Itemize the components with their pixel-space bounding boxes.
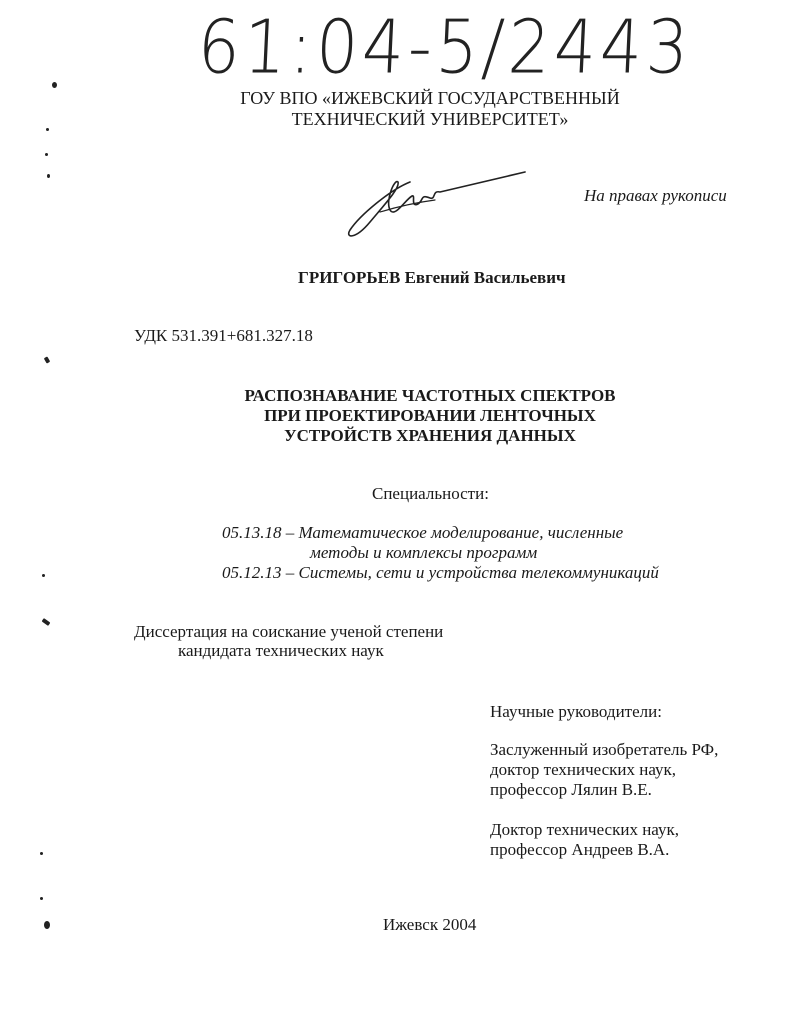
scan-speck <box>42 574 45 577</box>
library-stamp-number: 61:04-5/2443 <box>195 4 695 91</box>
title-line-1: РАСПОЗНАВАНИЕ ЧАСТОТНЫХ СПЕКТРОВ <box>244 386 616 405</box>
specialty-1-line-1: 05.13.18 – Математическое моделирование, численные <box>222 523 624 542</box>
scan-speck <box>40 852 43 855</box>
institution-line-1: ГОУ ВПО «ИЖЕВСКИЙ ГОСУДАРСТВЕННЫЙ <box>240 88 620 108</box>
scan-speck <box>46 128 49 131</box>
specialty-2: 05.12.13 – Системы, сети и устройства телекоммуникаций <box>222 563 659 582</box>
dissertation-degree-line-1: Диссертация на соискание ученой степени <box>134 622 444 641</box>
scan-speck <box>52 82 57 88</box>
advisor-1 <box>490 740 718 800</box>
manuscript-rights-note: На правах рукописи <box>584 186 727 205</box>
specialties-heading: Специальности: <box>372 484 489 503</box>
dissertation-title <box>180 386 680 446</box>
city-and-year: Ижевск 2004 <box>383 915 477 934</box>
institution-name <box>190 88 670 130</box>
advisor-1-line-1: Заслуженный изобретатель РФ, <box>490 740 719 759</box>
author-signature <box>340 160 540 240</box>
author-surname: ГРИГОРЬЕВ <box>298 268 401 287</box>
scan-speck <box>47 174 50 178</box>
scan-speck <box>45 153 48 156</box>
advisor-1-line-3: профессор Лялин В.Е. <box>490 780 652 799</box>
specialty-1-line-2: методы и комплексы программ <box>310 543 538 562</box>
title-line-3: УСТРОЙСТВ ХРАНЕНИЯ ДАННЫХ <box>284 426 576 445</box>
advisors-heading: Научные руководители: <box>490 702 662 721</box>
author-given-names: Евгений Васильевич <box>404 268 566 287</box>
author-name <box>298 268 566 288</box>
advisor-2-line-1: Доктор технических наук, <box>490 820 679 839</box>
advisor-2-line-2: профессор Андреев В.А. <box>490 840 670 859</box>
advisor-2 <box>490 820 679 860</box>
title-line-2: ПРИ ПРОЕКТИРОВАНИИ ЛЕНТОЧНЫХ <box>264 406 596 425</box>
institution-line-2: ТЕХНИЧЕСКИЙ УНИВЕРСИТЕТ» <box>291 109 569 129</box>
scan-speck <box>40 897 43 900</box>
dissertation-degree-line-2: кандидата технических наук <box>178 641 384 660</box>
udc-code: УДК 531.391+681.327.18 <box>134 326 313 345</box>
advisor-1-line-2: доктор технических наук, <box>490 760 677 779</box>
scan-speck <box>44 356 50 363</box>
scan-speck <box>42 618 51 626</box>
scan-speck <box>44 921 50 929</box>
